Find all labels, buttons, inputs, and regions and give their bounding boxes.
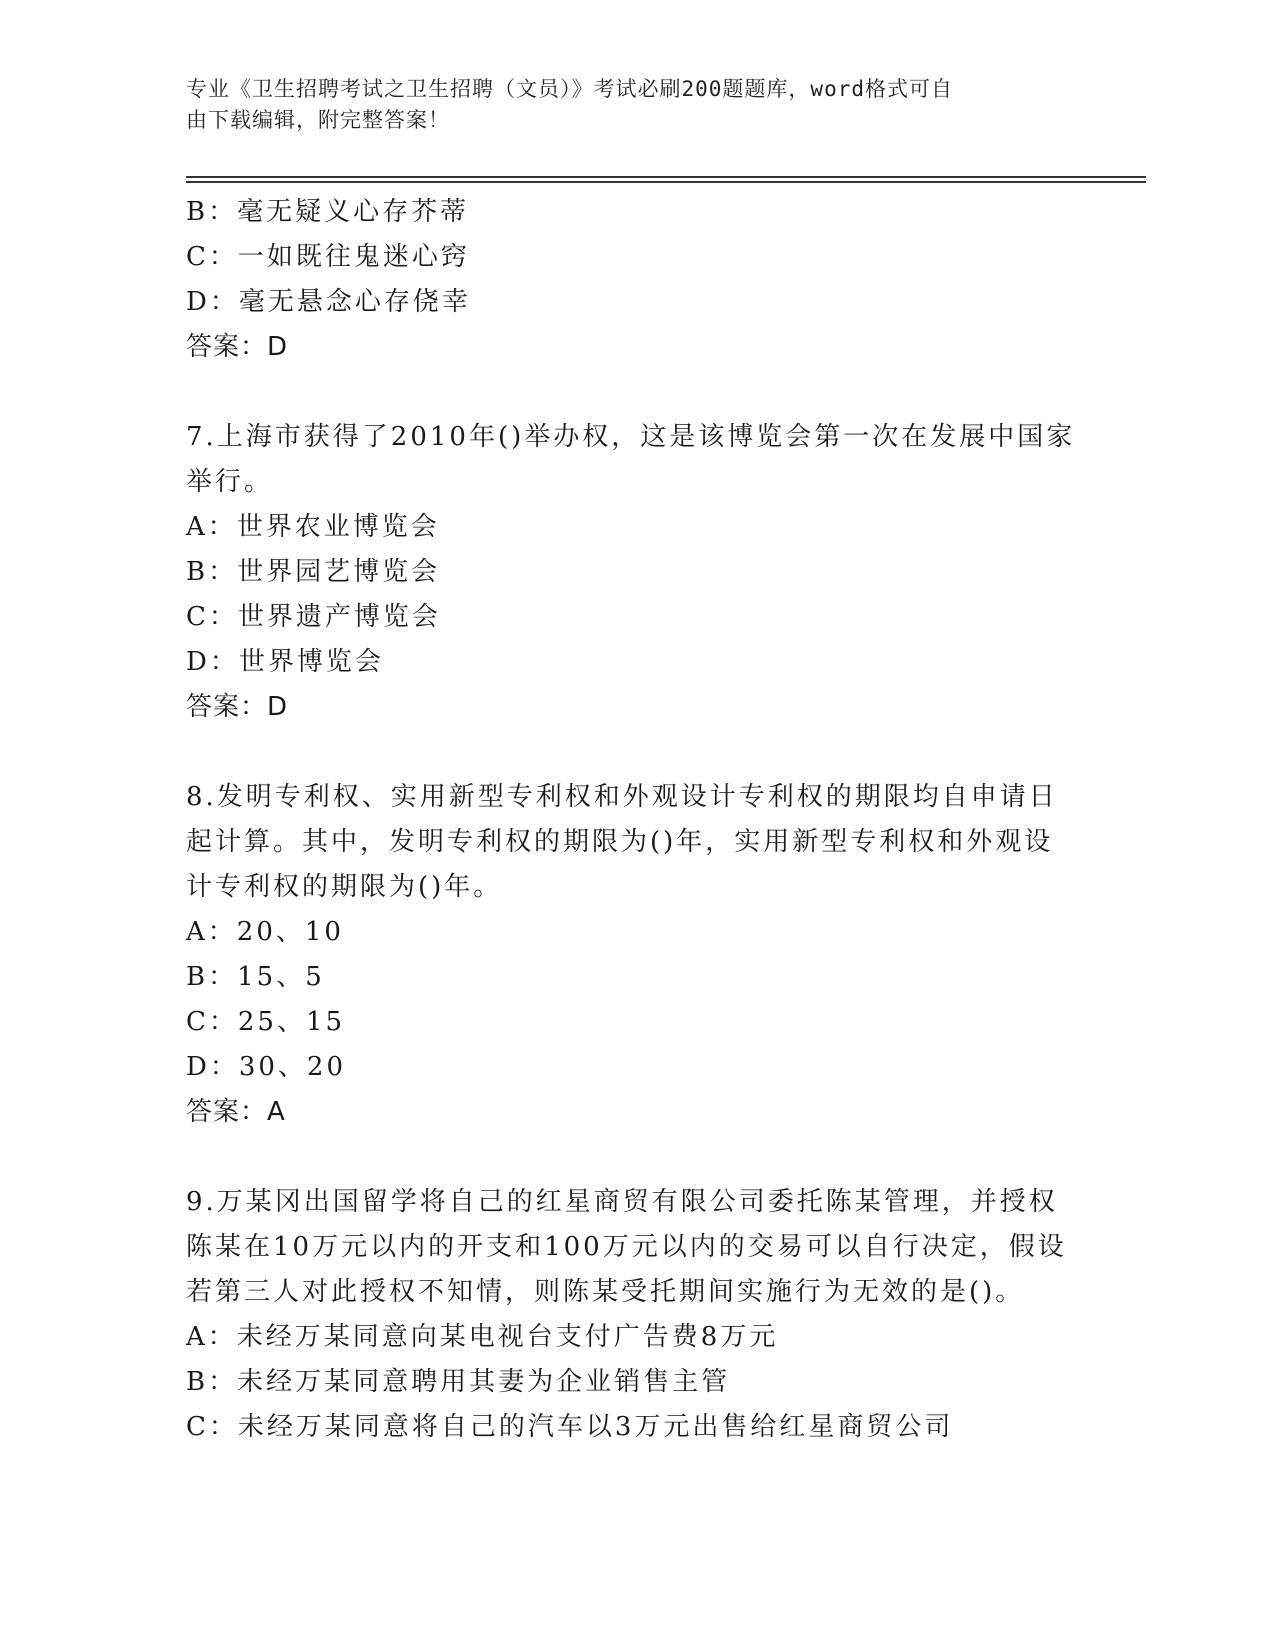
question-stem-line: 举行。 — [186, 467, 274, 497]
answer-line: 答案：D — [186, 332, 289, 362]
header-line-1: 专业《卫生招聘考试之卫生招聘（文员）》考试必刷200题题库，word格式可自 — [186, 77, 953, 101]
answer-line: 答案：A — [186, 1097, 286, 1127]
question-stem-line: 若第三人对此授权不知情，则陈某受托期间实施行为无效的是()。 — [186, 1277, 1025, 1307]
header-divider-bottom — [186, 181, 1146, 183]
question-stem-line: 7.上海市获得了2010年()举办权，这是该博览会第一次在发展中国家 — [186, 422, 1076, 452]
question-stem-line: 计专利权的期限为()年。 — [186, 872, 503, 902]
option-a: A：未经万某同意向某电视台支付广告费8万元 — [186, 1322, 779, 1352]
option-b: B：未经万某同意聘用其妻为企业销售主管 — [186, 1367, 731, 1397]
question-block-8 — [186, 775, 1086, 1135]
question-stem-line: 陈某在10万元以内的开支和100万元以内的交易可以自行决定，假设 — [186, 1232, 1067, 1262]
answer-line: 答案：D — [186, 692, 289, 722]
option-b: B：15、5 — [186, 962, 325, 992]
option-d: D：世界博览会 — [186, 647, 384, 677]
option-b: B：毫无疑义心存芥蒂 — [186, 197, 470, 227]
option-c: C：25、15 — [186, 1007, 346, 1037]
header-line-2: 由下载编辑，附完整答案！ — [186, 108, 450, 132]
spacer — [186, 730, 1086, 775]
option-c: C：一如既往鬼迷心窍 — [186, 242, 470, 272]
option-c: C：世界遗产博览会 — [186, 602, 441, 632]
document-header — [186, 74, 1066, 136]
option-a: A：20、10 — [186, 917, 344, 947]
option-d: D：30、20 — [186, 1052, 347, 1082]
question-block-continued — [186, 190, 1086, 370]
spacer — [186, 1135, 1086, 1180]
spacer — [186, 370, 1086, 415]
question-stem-line: 起计算。其中，发明专利权的期限为()年，实用新型专利权和外观设 — [186, 827, 1054, 857]
question-list — [186, 190, 1086, 1450]
question-stem-line: 8.发明专利权、实用新型专利权和外观设计专利权的期限均自申请日 — [186, 782, 1058, 812]
option-b: B：世界园艺博览会 — [186, 557, 441, 587]
option-a: A：世界农业博览会 — [186, 512, 440, 542]
question-block-7 — [186, 415, 1086, 730]
header-divider-top — [186, 176, 1146, 178]
option-d: D：毫无悬念心存侥幸 — [186, 287, 471, 317]
question-stem-line: 9.万某冈出国留学将自己的红星商贸有限公司委托陈某管理，并授权 — [186, 1187, 1058, 1217]
option-c: C：未经万某同意将自己的汽车以3万元出售给红星商贸公司 — [186, 1412, 954, 1442]
question-block-9 — [186, 1180, 1086, 1450]
